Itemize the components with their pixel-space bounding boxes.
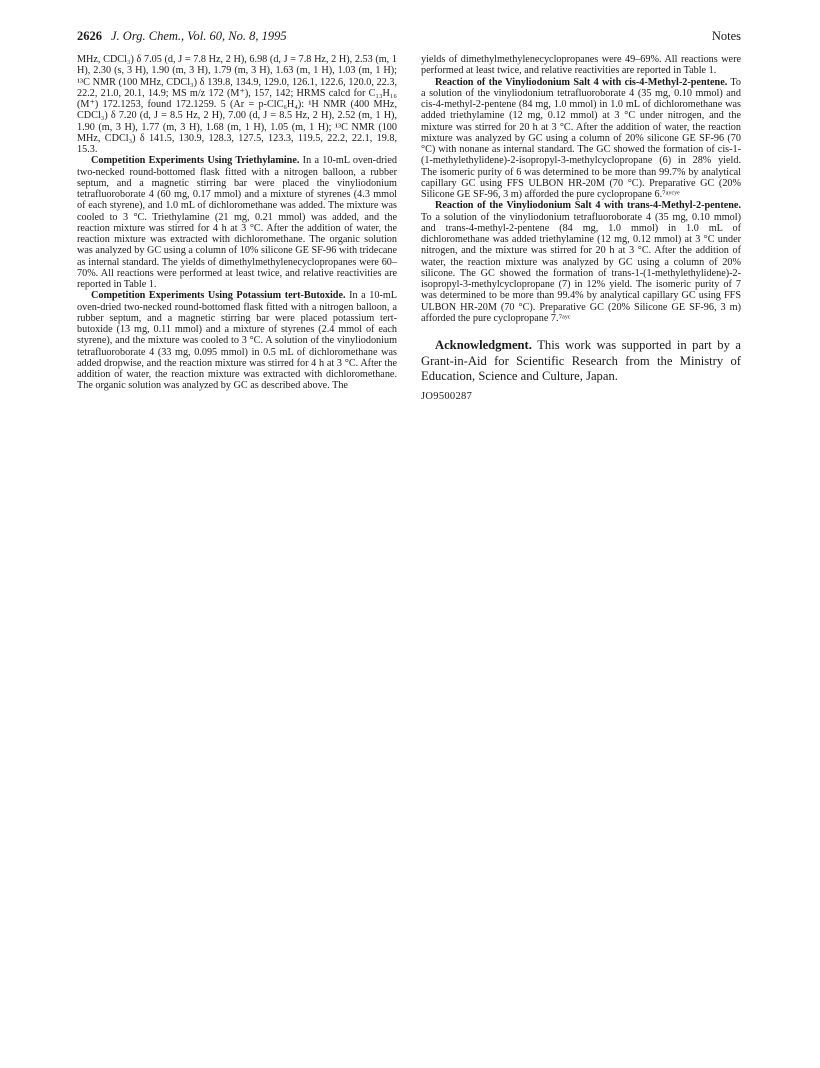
left-column [77, 54, 397, 392]
cis-pentene-reaction-paragraph [421, 77, 741, 201]
section-heading: Reaction of the Vinyliodonium Salt 4 with trans-4-Methyl-2-pentene. [435, 200, 741, 212]
section-name: Notes [711, 29, 741, 43]
paragraph-text: In a 10-mL oven-dried two-necked round-bottomed flask fitted with a nitrogen balloon, a rubber septum, and a magnetic stirring bar were placed potassium tert-butoxide (13 mg, 0.11 mmol) and a mixture of styrenes (2.4 mmol of each styrene), and the mixture was cooled to 3 °C. A solution of the vinyliodonium tetrafluoroborate 4 (33 mg, 0.095 mmol) in 0.5 mL of dichloromethane was added dropwise, and the reaction mixture was stirred for 4 h at 3 °C. After the addition of water, the reaction mixture was extracted with dichloromethane. The organic solution was analyzed by GC as described above. The [77, 290, 397, 392]
trans-pentene-reaction-paragraph [421, 200, 741, 324]
triethylamine-competition-paragraph [77, 155, 397, 290]
section-heading: Reaction of the Vinyliodonium Salt 4 with cis-4-Methyl-2-pentene. [435, 76, 728, 88]
paragraph-text: To a solution of the vinyliodonium tetrafluoroborate 4 (35 mg, 0.10 mmol) and trans-4-methyl-2-pentene (84 mg, 1.0 mmol) in 1.0 mL of dichloromethane was added triethylamine (12 mg, 0.12 mmol) at 3 °C under nitrogen, and the mixture was stirred for 20 h at 3 °C. After the addition of water, the reaction mixture was analyzed by GC using a column of 20% silicone. The GC showed the formation of trans-1-(1-methylethylidene)-2-isopropyl-3-methylcyclopropane (7) in 12% yield. The isomeric purity of 7 was determined to be more than 99.4% by analytical capillary GC using FFS ULBON HR-20M (70 °C). Preparative GC (20% Silicone GE SF-96, 3 m) afforded the pure cyclopropane 7.⁷ᵃʸᶜ [421, 211, 741, 324]
section-heading: Competition Experiments Using Potassium tert-Butoxide. [91, 290, 346, 302]
page-number: 2626 [77, 29, 102, 43]
journal-citation: J. Org. Chem., Vol. 60, No. 8, 1995 [111, 29, 287, 43]
right-column [421, 54, 741, 402]
section-heading: Competition Experiments Using Triethylamine. [91, 155, 300, 167]
paragraph-text: In a 10-mL oven-dried two-necked round-bottomed flask fitted with a nitrogen balloon, a rubber septum, and a magnetic stirring bar were placed the vinyliodonium tetrafluoroborate 4 (60 mg, 0.17 mmol) and a mixture of styrenes (4.3 mmol of each styrene), and 1.0 mL of dichloromethane was added. The mixture was cooled to 3 °C. Triethylamine (21 mg, 0.21 mmol) was added, and the reaction mixture was stirred for 4 h at 3 °C. After the addition of water, the reaction mixture was extracted with dichloromethane. The organic solution was analyzed by GC using a column of 10% silicone GE SF-96 with tridecane as internal standard. The yields of dimethylmethylenecyclopropanes were 60–70%. All reactions were performed at least twice, and relative reactivities are reported in Table 1. [77, 155, 398, 290]
acknowledgment-heading: Acknowledgment. [435, 338, 532, 352]
yields-paragraph: yields of dimethylmethylenecyclopropanes were 49–69%. All reactions were performed at least twice, and relative reactivities are reported in Table 1. [421, 54, 741, 77]
acknowledgment-text: This work was supported in part by a Grant-in-Aid for Scientific Research from the Ministry of Education, Science and Culture, Japan. [421, 338, 741, 383]
paragraph-text: To a solution of the vinyliodonium tetrafluoroborate 4 (35 mg, 0.10 mmol) and cis-4-methyl-2-pentene (84 mg, 1.0 mmol) in 1.0 mL of dichloromethane was added triethylamine (12 mg, 0.12 mmol) at 3 °C under nitrogen, and the mixture was stirred for 20 h at 3 °C. After the addition of water, the reaction mixture was analyzed by GC using a column of 20% silicone GE SF-96 (70 °C) with nonane as internal standard. The GC showed the formation of cis-1-(1-methylethylidene)-2-isopropyl-3-methylcyclopropane (6) in 28% yield. The isomeric purity of 6 was determined to be more than 99.7% by analytical capillary GC using FFS ULBON HR-20M (70 °C). Preparative GC (20% Silicone GE SF-96, 3 m) afforded the pure cyclopropane 6.⁷ᵃʸᶜʸᵉ [421, 76, 742, 200]
manuscript-code: JO9500287 [421, 390, 473, 402]
acknowledgment-paragraph [421, 338, 741, 385]
page-header [77, 29, 741, 45]
butoxide-competition-paragraph [77, 290, 397, 391]
nmr-data-paragraph: MHz, CDCl₃) δ 7.05 (d, J = 7.8 Hz, 2 H), 6.98 (d, J = 7.8 Hz, 2 H), 2.53 (m, 1 H), 2.30 (s, 3 H), 1.90 (m, 3 H), 1.79 (m, 3 H), 1.63 (m, 1 H), 1.03 (m, 1 H); ¹³C NMR (100 MHz, CDCl₃) δ 139.8, 134.9, 129.0, 126.1, 122.6, 120.0, 22.3, 22.2, 21.0, 20.1, 14.9; MS m/z 172 (M⁺), 157, 142; HRMS calcd for C₁₃H₁₆ (M⁺) 172.1253, found 172.1259. 5 (Ar = p-ClC₆H₄): ¹H NMR (400 MHz, CDCl₃) δ 7.20 (d, J = 8.5 Hz, 2 H), 7.00 (d, J = 8.5 Hz, 2 H), 2.52 (m, 1 H), 1.90 (m, 3 H), 1.77 (m, 3 H), 1.68 (m, 1 H), 1.05 (m, 1 H); ¹³C NMR (100 MHz, CDCl₃) δ 141.5, 130.9, 128.3, 127.5, 123.3, 119.5, 22.2, 22.1, 19.8, 15.3. [77, 54, 397, 155]
